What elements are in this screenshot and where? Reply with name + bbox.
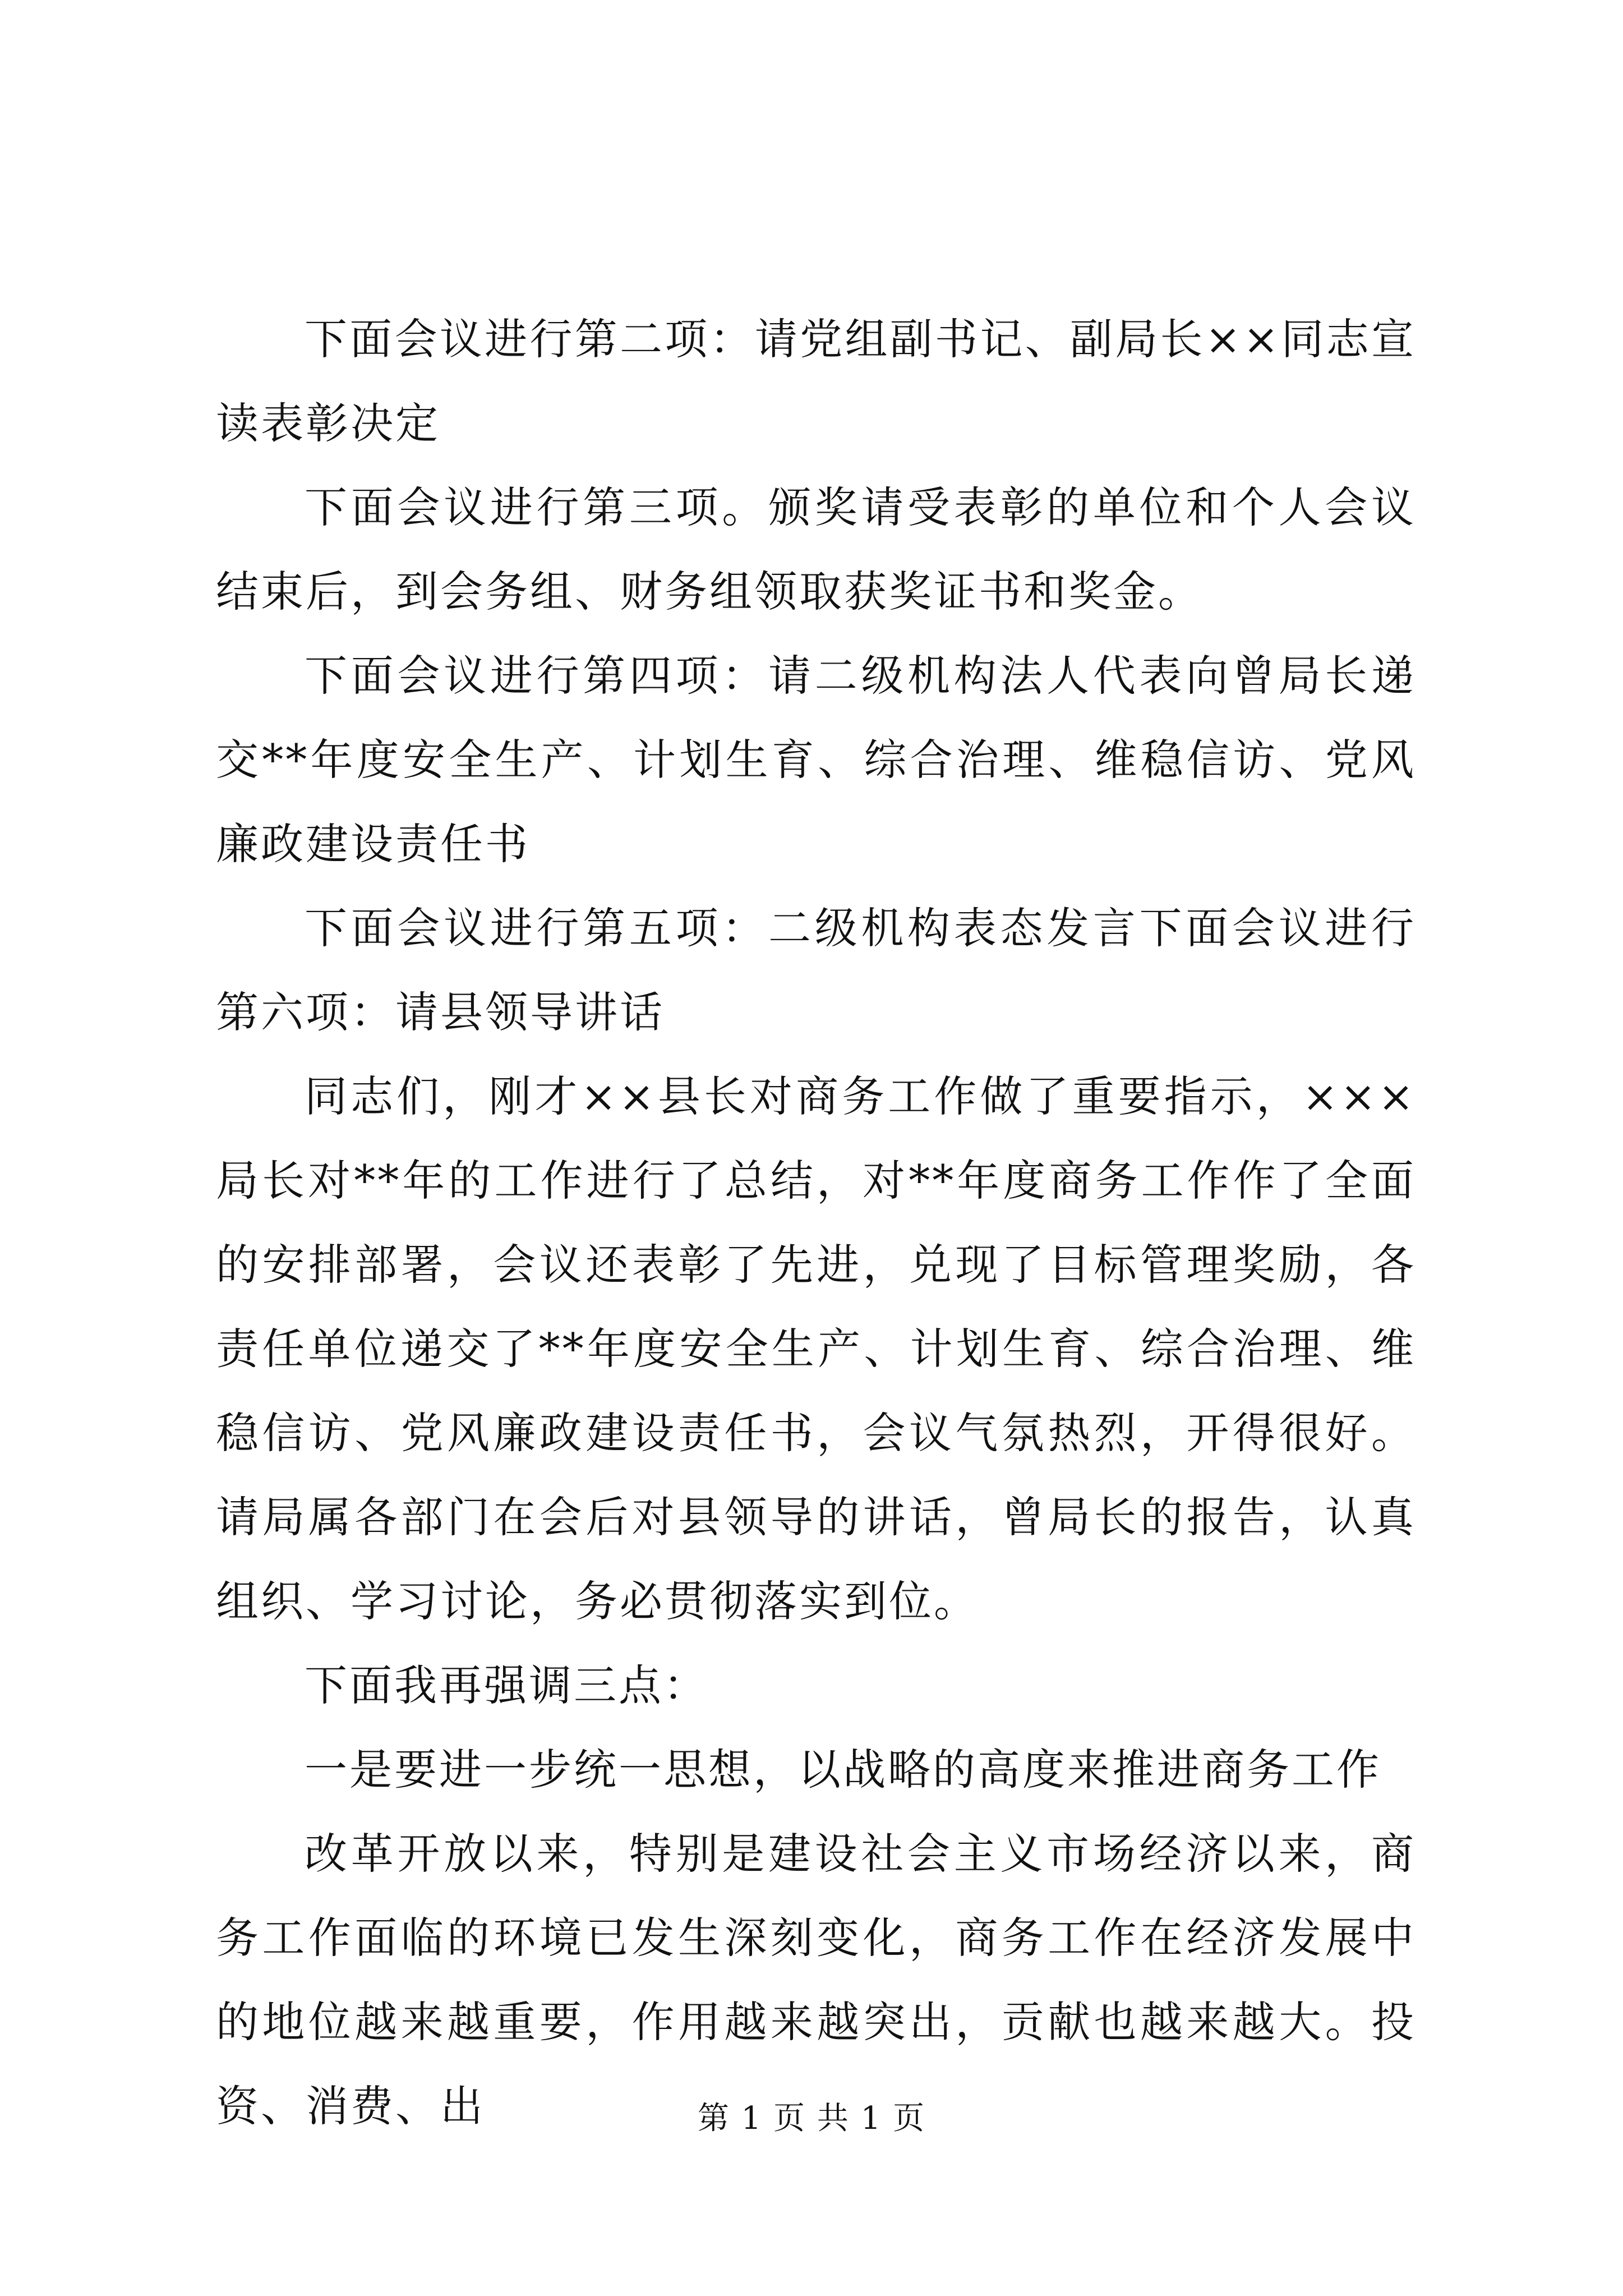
point-one-heading: 一是要进一步统一思想，以战略的高度来推进商务工作 — [305, 1745, 1381, 1795]
paragraph-item-4: 下面会议进行第四项：请二级机构法人代表向曾局长递交**年度安全生产、计划生育、综合治理、维稳信访、党风廉政建设责任书 — [216, 651, 1416, 869]
document-body — [216, 297, 1416, 2148]
paragraph-item-5: 下面会议进行第五项：二级机构表态发言下面会议进行第六项：请县领导讲话 — [216, 903, 1416, 1037]
point-one-body: 改革开放以来，特别是建设社会主义市场经济以来，商务工作面临的环境已发生深刻变化，商务工作在经济发展中的地位越来越重要，作用越来越突出，贡献也越来越大。投资、消费、出 — [216, 1829, 1416, 2131]
page-footer: 第 1 页 共 1 页 — [697, 2100, 926, 2137]
speech-paragraph: 同志们，刚才××县长对商务工作做了重要指示，×××局长对**年的工作进行了总结，对**年度商务工作作了全面的安排部署，会议还表彰了先进，兑现了目标管理奖励，各责任单位递交了**年度安全生产、计划生育、综合治理、维稳信访、党风廉政建设责任书，会议气氛热烈，开得很好。请局属各部门在会后对县领导的讲话，曾局长的报告，认真组织、学习讨论，务必贯彻落实到位。 — [216, 1071, 1416, 1626]
emphasis-intro: 下面我再强调三点： — [305, 1660, 708, 1710]
paragraph-item-3: 下面会议进行第三项。颁奖请受表彰的单位和个人会议结束后，到会务组、财务组领取获奖证书和奖金。 — [216, 482, 1416, 616]
paragraph-item-2: 下面会议进行第二项：请党组副书记、副局长××同志宣读表彰决定 — [216, 314, 1416, 448]
